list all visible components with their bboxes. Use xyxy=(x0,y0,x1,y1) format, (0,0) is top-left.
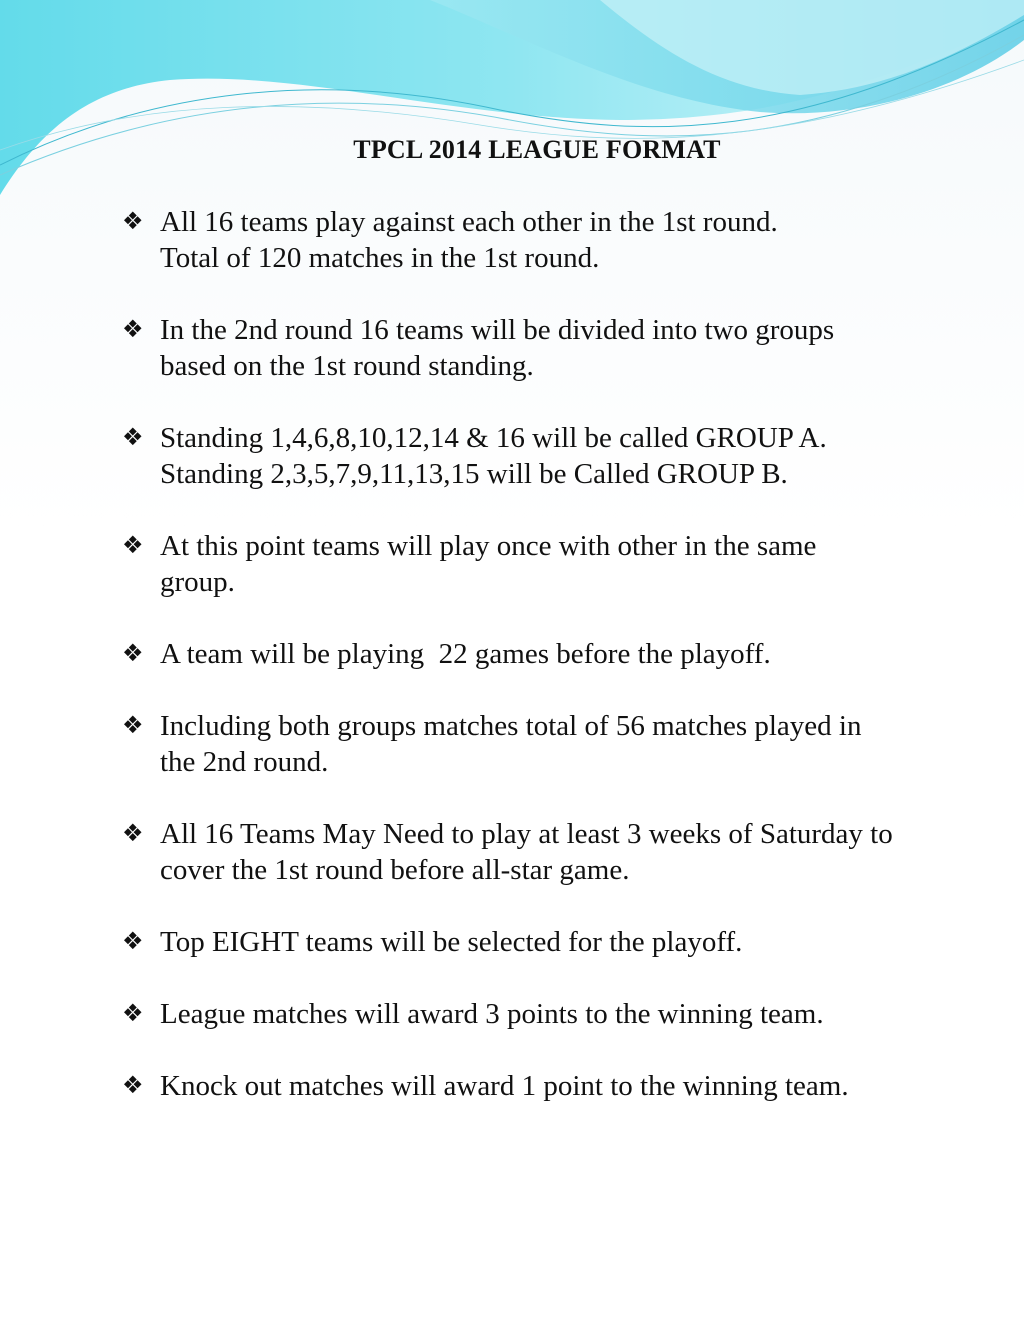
diamond-bullet-icon: ❖ xyxy=(122,531,144,559)
page-title: TPCL 2014 LEAGUE FORMAT xyxy=(353,135,721,164)
decorative-wave-header xyxy=(0,0,1024,220)
bullet-text: group. xyxy=(160,566,235,598)
bullet-text: At this point teams will play once with other in the same xyxy=(160,530,817,562)
bullet-text: League matches will award 3 points to the winning team. xyxy=(160,998,824,1030)
bullet-text: Top EIGHT teams will be selected for the playoff. xyxy=(160,926,743,958)
bullet-text: All 16 Teams May Need to play at least 3 weeks of Saturday to xyxy=(160,818,893,850)
diamond-bullet-icon: ❖ xyxy=(122,999,144,1027)
bullet-item xyxy=(122,708,962,780)
diamond-bullet-icon: ❖ xyxy=(122,927,144,955)
bullet-text: cover the 1st round before all-star game. xyxy=(160,854,630,886)
bullet-text: A team will be playing 22 games before the playoff. xyxy=(160,638,771,670)
diamond-bullet-icon: ❖ xyxy=(122,711,144,739)
bullet-text: Standing 2,3,5,7,9,11,13,15 will be Called GROUP B. xyxy=(160,458,788,490)
bullet-item xyxy=(122,816,962,888)
bullet-text: All 16 teams play against each other in the 1st round. xyxy=(160,206,778,238)
diamond-bullet-icon: ❖ xyxy=(122,1071,144,1099)
bullet-item xyxy=(122,636,962,672)
bullet-text: based on the 1st round standing. xyxy=(160,350,534,382)
bullet-item xyxy=(122,528,962,600)
diamond-bullet-icon: ❖ xyxy=(122,639,144,667)
bullet-text: Knock out matches will award 1 point to the winning team. xyxy=(160,1070,849,1102)
diamond-bullet-icon: ❖ xyxy=(122,315,144,343)
bullet-item xyxy=(122,312,962,384)
bullet-item xyxy=(122,996,962,1032)
bullet-text: Including both groups matches total of 56 matches played in xyxy=(160,710,862,742)
diamond-bullet-icon: ❖ xyxy=(122,207,144,235)
bullet-text: the 2nd round. xyxy=(160,746,329,778)
bullet-item xyxy=(122,1068,962,1104)
bullet-item xyxy=(122,420,962,492)
bullet-item xyxy=(122,924,962,960)
bullet-text: Total of 120 matches in the 1st round. xyxy=(160,242,600,274)
bullet-list xyxy=(122,204,962,1140)
diamond-bullet-icon: ❖ xyxy=(122,819,144,847)
bullet-text: Standing 1,4,6,8,10,12,14 & 16 will be called GROUP A. xyxy=(160,422,827,454)
bullet-item xyxy=(122,204,962,276)
bullet-text: In the 2nd round 16 teams will be divided into two groups xyxy=(160,314,835,346)
diamond-bullet-icon: ❖ xyxy=(122,423,144,451)
